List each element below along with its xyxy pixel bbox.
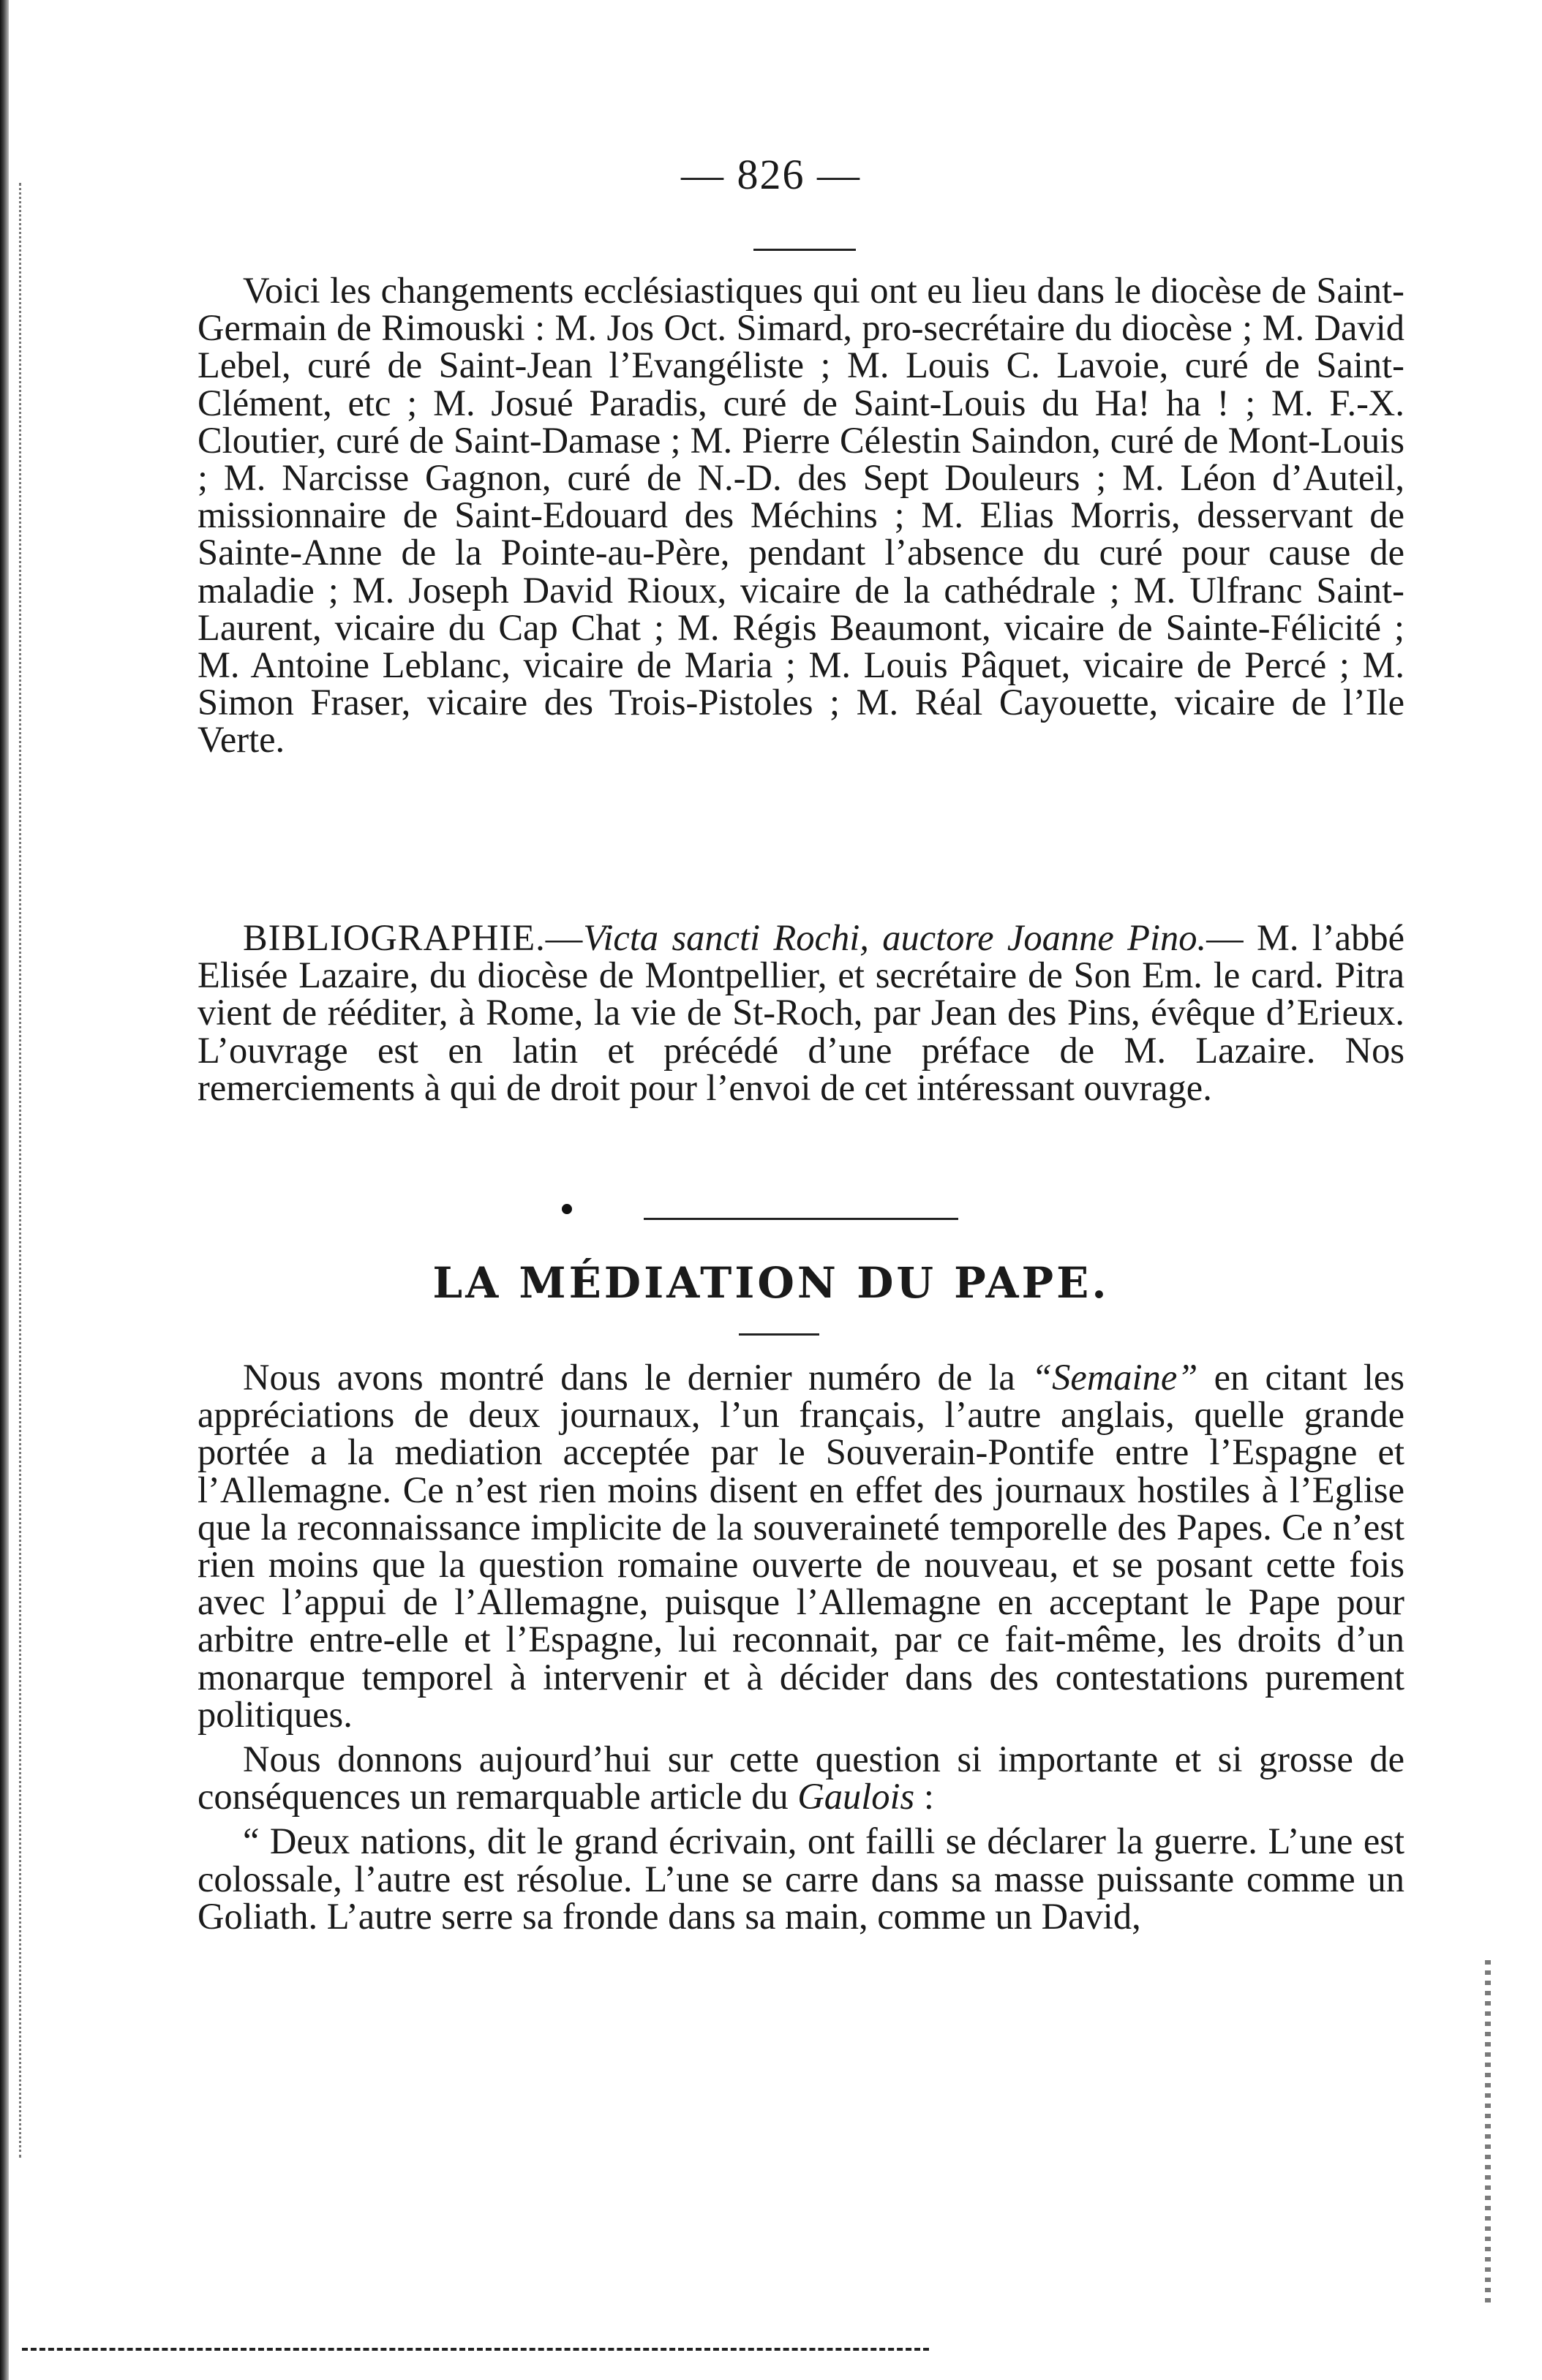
article-text: Nous avons montré dans le dernier numéro de la: [243, 1357, 1032, 1398]
article-text: Nous donnons aujourd’hui sur cette question si importante et si grosse de conséquences un remarquable article du: [198, 1739, 1404, 1818]
separator-rule: [644, 1218, 958, 1220]
bibliography-heading: BIBLIOGRAPHIE.—: [243, 917, 584, 958]
separator-rule: [753, 249, 856, 251]
article-text: :: [914, 1776, 934, 1818]
bullet-mark: [562, 1204, 572, 1214]
bibliography-work-title: Victa sancti Rochi, auctore Joanne Pino.: [583, 917, 1207, 958]
bibliography-dash: —: [1206, 917, 1244, 958]
page-number: — 826 —: [681, 151, 861, 198]
article-text: en citant les appréciations de deux journaux, l’un français, l’autre anglais, quelle grande portée a la mediation acceptée par le Souverain-Pontife entre l’Espagne et l’Allemagne. Ce n’est rien moins disent en effet des journaux hostiles à l’Eglise que la reconnaissance implicite de la souveraineté temporelle des Papes. Ce n’est rien moins que la question romaine ouverte de nouveau, et se posant cette fois avec l’appui de l’Allemagne, puisque l’Allemagne en acceptant le Pape pour arbitre entre-elle et l’Espagne, lui reconnait, par ce fait-même, les droits d’un monarque temporel à intervenir et à décider dans des contestations purement politiques.: [198, 1357, 1404, 1735]
publication-name: “Semaine”: [1031, 1357, 1198, 1398]
binding-edge: [0, 0, 9, 2380]
bibliography-section: [198, 919, 1404, 1107]
bottom-edge-rule: [22, 2348, 929, 2351]
bibliography-text: M. l’abbé Elisée Lazaire, du diocèse de Montpellier, et secrétaire de Son Em. le card. Pitra vient de rééditer, à Rome, la vie de St-Roch, par Jean des Pins, évêque d’Erieux. L’ouvrage est en latin et précédé d’une préface de M. Lazaire. Nos remerciements à qui de droit pour l’envoi de cet intéressant ouvrage.: [198, 917, 1404, 1108]
title-underline: [739, 1333, 819, 1336]
section-title: LA MÉDIATION DU PAPE.: [432, 1258, 1110, 1308]
article-paragraph: [198, 1739, 1404, 1818]
article-paragraph: [198, 1359, 1404, 1733]
bibliography-paragraph: [198, 919, 1404, 1107]
edge-mark: [1485, 1960, 1491, 2304]
announcements-paragraph: Voici les changements ecclésiastiques qui ont eu lieu dans le diocèse de Saint-Germain de Rimouski : M. Jos Oct. Simard, pro-secrétaire du diocèse ; M. David Lebel, curé de Saint-Jean l’Evangéliste ; M. Louis C. Lavoie, curé de Saint-Clément, etc ; M. Josué Paradis, curé de Saint-Louis du Ha! ha ! ; M. F.-X. Cloutier, curé de Saint-Damase ; M. Pierre Célestin Saindon, curé de Mont-Louis ; M. Narcisse Gagnon, curé de N.-D. des Sept Douleurs ; M. Léon d’Auteil, missionnaire de Saint-Edouard des Méchins ; M. Elias Morris, desservant de Sainte-Anne de la Pointe-au-Père, pendant l’absence du curé pour cause de maladie ; M. Joseph David Rioux, vicaire de la cathédrale ; M. Ulfranc Saint-Laurent, vicaire du Cap Chat ; M. Régis Beaumont, vicaire de Sainte-Félicité ; M. Antoine Leblanc, vicaire de Maria ; M. Louis Pâquet, vicaire de Percé ; M. Simon Fraser, vicaire des Trois-Pistoles ; M. Réal Cayouette, vicaire de l’Ile Verte.: [198, 270, 1404, 761]
margin-dots: [19, 183, 21, 2158]
source-name: Gaulois: [797, 1776, 915, 1818]
article-body: [198, 1359, 1404, 1935]
article-quote: “ Deux nations, dit le grand écrivain, ont failli se déclarer la guerre. L’une est colossale, l’autre est résolue. L’une se carre dans sa masse puissante comme un Goliath. L’autre serre sa fronde dans sa main, comme un David,: [198, 1820, 1404, 1937]
announcements-section: [198, 272, 1404, 759]
